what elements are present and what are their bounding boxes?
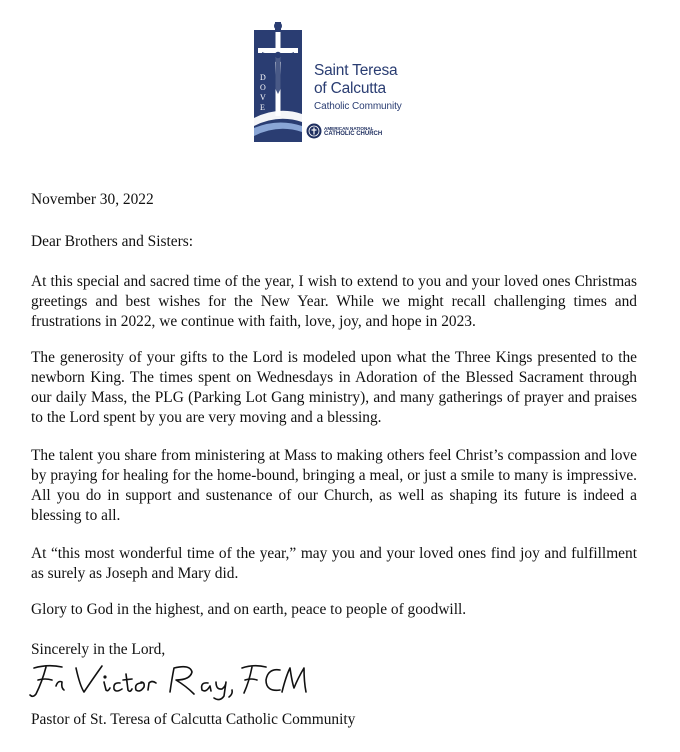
paragraph-greetings: At this special and sacred time of the year, I wish to extend to you and your loved ones Christmas greetings and best wishes for the New Year. While we might recall challenging times and frustrations in 2022, we continue with faith, love, joy, and hope in 2023. <box>31 273 637 330</box>
letter-date: November 30, 2022 <box>31 191 154 208</box>
signer-title: Pastor of St. Teresa of Calcutta Catholic Community <box>31 711 356 728</box>
svg-text:O: O <box>260 83 266 92</box>
emblem-letter-d: D <box>260 73 266 82</box>
affiliation-text <box>324 126 382 138</box>
org-name-line1: Saint Teresa <box>314 62 398 79</box>
svg-text:E: E <box>260 103 265 112</box>
org-subtitle: Catholic Community <box>314 101 402 112</box>
crucifix-logo-icon <box>248 22 308 146</box>
closing: Sincerely in the Lord, <box>31 641 166 658</box>
svg-text:V: V <box>260 93 266 102</box>
letterhead <box>248 22 418 150</box>
handwritten-signature <box>28 658 308 702</box>
org-name <box>314 62 414 98</box>
paragraph-glory: Glory to God in the highest, and on earth, peace to people of goodwill. <box>31 601 467 618</box>
affiliation-line2: CATHOLIC CHURCH <box>324 131 383 138</box>
org-name-line2: of Calcutta <box>314 80 386 97</box>
paragraph-generosity: The generosity of your gifts to the Lord is modeled upon what the Three Kings presented to the newborn King. The times spent on Wednesdays in Adoration of the Blessed Sacrament through our daily Mass, the PLG (Parking Lot Gang ministry), and many gatherings of prayer and praises to the Lord spent by you are very moving and a blessing. <box>31 349 637 426</box>
paragraph-talent: The talent you share from ministering at Mass to making others feel Christ’s compassion and love by praying for healing for the home-bound, bringing a meal, or just a smile to many is impressive. All you do in support and sustenance of our Church, as well as shaping its future is indeed a blessing to all. <box>31 447 637 524</box>
church-seal-icon <box>306 123 322 139</box>
paragraph-wonderful-time: At “this most wonderful time of the year,” may you and your loved ones find joy and fulfillment as surely as Joseph and Mary did. <box>31 545 637 582</box>
salutation: Dear Brothers and Sisters: <box>31 233 193 250</box>
affiliation-line1: AMERICAN NATIONAL <box>324 126 374 131</box>
